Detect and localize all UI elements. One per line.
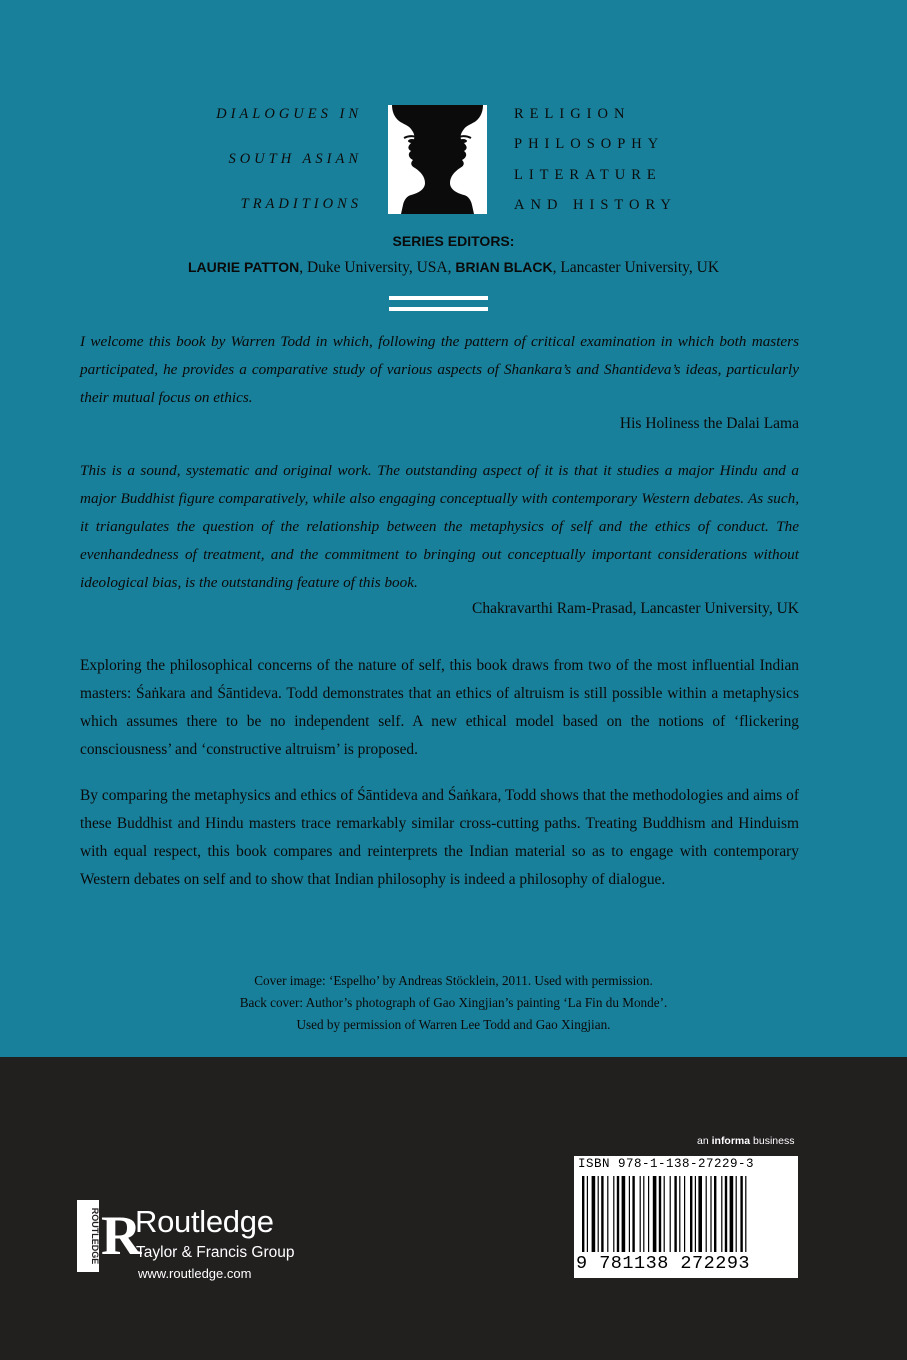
- publisher-name: Routledge: [135, 1204, 274, 1239]
- faces-vase-icon: [388, 105, 487, 214]
- routledge-logo-icon: [77, 1200, 142, 1272]
- editor1-name: LAURIE PATTON: [187, 259, 300, 275]
- series-left-line-1: DIALOGUES IN: [216, 106, 362, 122]
- endorsement-attribution-1: His Holiness the Dalai Lama: [619, 415, 799, 432]
- isbn-text: ISBN 978-1-138-27229-3: [578, 1157, 755, 1171]
- logo-vertical-text: ROUTLEDGE: [90, 1207, 100, 1265]
- credits-line-1: Cover image: ‘Espelho’ by Andreas Stöcklein, 2011. Used with permission.: [254, 973, 653, 988]
- ean-digits: 9 781138 272293: [576, 1253, 751, 1274]
- publisher-website: www.routledge.com: [138, 1266, 252, 1281]
- editor2-name: BRIAN BLACK: [455, 259, 553, 275]
- series-right-line-2: PHILOSOPHY: [514, 136, 665, 152]
- divider-rule-1: [389, 296, 488, 300]
- series-left-line-2: SOUTH ASIAN: [228, 151, 362, 167]
- description-paragraph-1: Exploring the philosophical concerns of the nature of self, this book draws from two of the most influential Indian masters: Śaṅkara and Śāntideva. Todd demonstrates that an ethics of altruism is still possible within a metaphysics which assumes there to be no independent self. A new ethical model based on the notions of ‘flickering consciousness’ and ‘constructive altruism’ is proposed.: [80, 657, 799, 758]
- editor1-affiliation: , Duke University, USA,: [299, 259, 456, 276]
- series-right-line-1: RELIGION: [514, 106, 631, 122]
- series-left-line-3: TRADITIONS: [240, 196, 362, 212]
- informa-business-label: [697, 1135, 794, 1147]
- credits-line-3: Used by permission of Warren Lee Todd and Gao Xingjian.: [296, 1017, 611, 1032]
- series-right-line-3: LITERATURE: [514, 167, 662, 183]
- informa-suffix: business: [750, 1135, 795, 1147]
- series-editors-line: [0, 259, 907, 277]
- endorsement-quote-2: This is a sound, systematic and original work. The outstanding aspect of it is that it studies a major Hindu and a major Buddhist figure comparatively, while also engaging conceptually with contemporary Western debates. As such, it triangulates the question of the relationship between the metaphysics of self and the ethics of conduct. The evenhandedness of treatment, and the commitment to bringing out conceptually important considerations without ideological bias, is the outstanding feature of this book.: [80, 462, 799, 591]
- informa-prefix: an: [697, 1135, 712, 1147]
- informa-bold: informa: [711, 1135, 751, 1147]
- publisher-group: Taylor & Francis Group: [136, 1244, 295, 1261]
- divider-rule-2: [389, 307, 488, 311]
- description-paragraph-2: By comparing the metaphysics and ethics of Śāntideva and Śaṅkara, Todd shows that the methodologies and aims of these Buddhist and Hindu masters trace remarkably similar cross-cutting paths. Treating Buddhism and Hinduism with equal respect, this book compares and reinterprets the Indian material so as to engage with contemporary Western debates on self and to show that Indian philosophy is indeed a philosophy of dialogue.: [80, 787, 799, 888]
- credits-line-2: Back cover: Author’s photograph of Gao Xingjian’s painting ‘La Fin du Monde’.: [239, 995, 668, 1010]
- endorsement-attribution-2: Chakravarthi Ram-Prasad, Lancaster University, UK: [472, 600, 799, 617]
- logo-letter: R: [101, 1205, 142, 1267]
- series-editors-title: SERIES EDITORS:: [392, 233, 515, 249]
- series-right-line-4: AND HISTORY: [514, 197, 677, 213]
- endorsement-quote-1: I welcome this book by Warren Todd in which, following the pattern of critical examination in which both masters participated, he provides a comparative study of various aspects of Shankara’s and Shantideva’s ideas, particularly their mutual focus on ethics.: [80, 333, 799, 406]
- editor2-affiliation: , Lancaster University, UK: [552, 259, 720, 276]
